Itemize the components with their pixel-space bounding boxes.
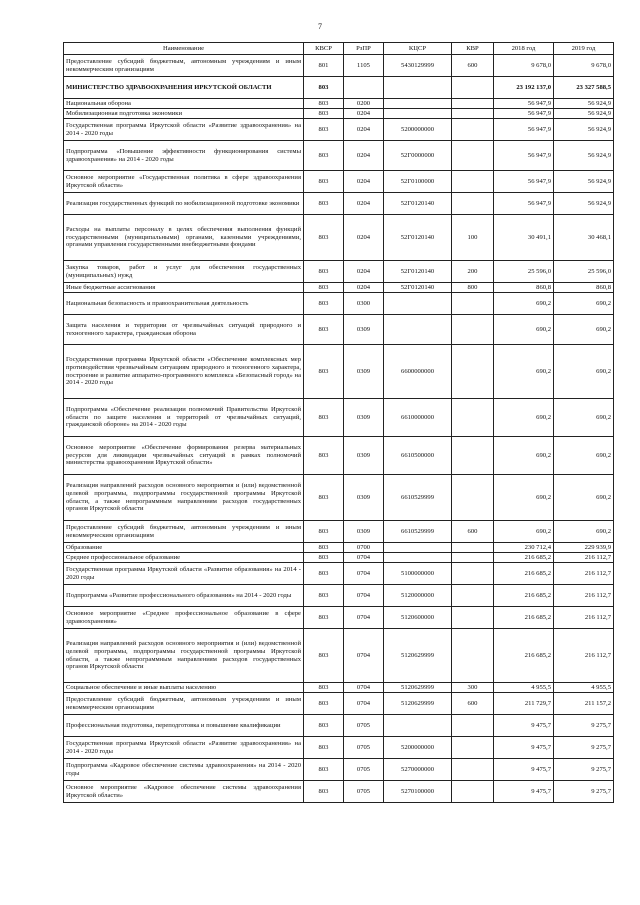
cell-rzpr <box>344 77 384 99</box>
cell-name: Образование <box>64 543 304 553</box>
cell-kcsr <box>384 99 452 109</box>
table-row <box>64 55 614 77</box>
cell-name: Мобилизационная подготовка экономики <box>64 109 304 119</box>
cell-2019: 690,2 <box>554 345 614 399</box>
cell-rzpr: 0204 <box>344 119 384 141</box>
cell-kvsr: 803 <box>304 119 344 141</box>
cell-name: Основное мероприятие «Кадровое обеспечение системы здравоохранения Иркутской области» <box>64 781 304 803</box>
cell-2019: 23 327 588,5 <box>554 77 614 99</box>
cell-2018: 56 947,9 <box>494 193 554 215</box>
cell-2018: 690,2 <box>494 399 554 437</box>
cell-2018: 216 685,2 <box>494 585 554 607</box>
cell-name: Подпрограмма «Обеспечение реализации полномочий Правительства Иркутской области по защите населения и территорий от чрезвычайных ситуаций, гражданской обороне» на 2014 - 2020 годы <box>64 399 304 437</box>
cell-kvsr: 803 <box>304 345 344 399</box>
cell-kvr <box>452 193 494 215</box>
table-row <box>64 543 614 553</box>
table-row <box>64 171 614 193</box>
cell-kvr: 600 <box>452 693 494 715</box>
cell-kcsr: 6610529999 <box>384 521 452 543</box>
cell-kcsr: 6610529999 <box>384 475 452 521</box>
table-row <box>64 141 614 171</box>
cell-2019: 690,2 <box>554 475 614 521</box>
table-row <box>64 283 614 293</box>
cell-2018: 9 475,7 <box>494 737 554 759</box>
cell-rzpr: 0309 <box>344 521 384 543</box>
cell-kcsr: 5120629999 <box>384 629 452 683</box>
cell-rzpr: 0700 <box>344 543 384 553</box>
page-number: 7 <box>318 22 322 31</box>
cell-rzpr: 0200 <box>344 99 384 109</box>
header-name: Наименование <box>64 43 304 55</box>
cell-kvr: 200 <box>452 261 494 283</box>
cell-kvsr: 803 <box>304 715 344 737</box>
cell-2019: 56 924,9 <box>554 171 614 193</box>
cell-kvsr: 803 <box>304 399 344 437</box>
cell-2018: 30 491,1 <box>494 215 554 261</box>
table-row <box>64 715 614 737</box>
cell-kvsr: 803 <box>304 141 344 171</box>
cell-name: Реализация направлений расходов основного мероприятия и (или) ведомственной целевой программы, подпрограммы государственной программы Иркутской области, а также непрограммным направлениям расходов государственных органов Иркутской области <box>64 629 304 683</box>
cell-kcsr: 52Г0120140 <box>384 193 452 215</box>
table-row <box>64 693 614 715</box>
cell-kvsr: 803 <box>304 585 344 607</box>
cell-kcsr <box>384 543 452 553</box>
cell-kcsr: 6610000000 <box>384 399 452 437</box>
cell-kvr <box>452 399 494 437</box>
cell-kvr <box>452 99 494 109</box>
cell-kvr <box>452 629 494 683</box>
cell-2018: 211 729,7 <box>494 693 554 715</box>
cell-kcsr: 6610500000 <box>384 437 452 475</box>
cell-name: Защита населения и территории от чрезвычайных ситуаций природного и техногенного характера, гражданская оборона <box>64 315 304 345</box>
cell-kcsr: 6600000000 <box>384 345 452 399</box>
cell-name: Государственная программа Иркутской области «Развитие образования» на 2014 - 2020 годы <box>64 563 304 585</box>
cell-2018: 216 685,2 <box>494 553 554 563</box>
table-row <box>64 521 614 543</box>
cell-2019: 9 275,7 <box>554 737 614 759</box>
cell-2019: 690,2 <box>554 399 614 437</box>
cell-kvsr: 803 <box>304 543 344 553</box>
cell-2019: 216 112,7 <box>554 563 614 585</box>
cell-2019: 690,2 <box>554 521 614 543</box>
cell-kvsr: 803 <box>304 171 344 193</box>
cell-2019: 216 112,7 <box>554 553 614 563</box>
cell-name: Иные бюджетные ассигнования <box>64 283 304 293</box>
table-row <box>64 293 614 315</box>
cell-2019: 216 112,7 <box>554 585 614 607</box>
cell-rzpr: 0309 <box>344 315 384 345</box>
cell-rzpr: 0204 <box>344 141 384 171</box>
cell-rzpr: 0704 <box>344 563 384 585</box>
cell-kvsr: 803 <box>304 693 344 715</box>
cell-kvsr: 801 <box>304 55 344 77</box>
cell-name: Предоставление субсидий бюджетным, автономным учреждениям и иным некоммерческим организациям <box>64 693 304 715</box>
cell-rzpr: 0204 <box>344 261 384 283</box>
cell-2018: 690,2 <box>494 521 554 543</box>
cell-name: Основное мероприятие «Обеспечение формирования резерва материальных ресурсов для ликвидации чрезвычайных ситуаций в рамках полномочий министерства здравоохранения Иркутской области» <box>64 437 304 475</box>
cell-kvr <box>452 475 494 521</box>
cell-rzpr: 0204 <box>344 109 384 119</box>
cell-2019: 216 112,7 <box>554 629 614 683</box>
cell-kvr <box>452 119 494 141</box>
cell-name: Подпрограмма «Кадровое обеспечение системы здравоохранения» на 2014 - 2020 годы <box>64 759 304 781</box>
table-row <box>64 437 614 475</box>
cell-kvr: 600 <box>452 55 494 77</box>
table-row <box>64 781 614 803</box>
cell-kvsr: 803 <box>304 293 344 315</box>
cell-2019: 25 596,0 <box>554 261 614 283</box>
cell-rzpr: 0309 <box>344 437 384 475</box>
cell-name: Закупка товаров, работ и услуг для обеспечения государственных (муниципальных) нужд <box>64 261 304 283</box>
cell-name: Государственная программа Иркутской области «Развитие здравоохранения» на 2014 - 2020 годы <box>64 119 304 141</box>
cell-2018: 56 947,9 <box>494 141 554 171</box>
cell-2019: 56 924,9 <box>554 119 614 141</box>
cell-rzpr: 0705 <box>344 759 384 781</box>
cell-name: Профессиональная подготовка, переподготовка и повышение квалификации <box>64 715 304 737</box>
cell-2018: 690,2 <box>494 345 554 399</box>
cell-name: Государственная программа Иркутской области «Обеспечение комплексных мер противодействия чрезвычайным ситуациям природного и техногенного характера, построение и развитие аппаратно-программного комплекса «Безопасный город» на 2014 - 2020 годы <box>64 345 304 399</box>
cell-rzpr: 0704 <box>344 693 384 715</box>
header-kvr: КВР <box>452 43 494 55</box>
cell-rzpr: 0309 <box>344 475 384 521</box>
cell-rzpr: 1105 <box>344 55 384 77</box>
cell-2018: 9 475,7 <box>494 759 554 781</box>
table-row <box>64 315 614 345</box>
cell-kcsr: 52Г0120140 <box>384 215 452 261</box>
cell-kvr <box>452 553 494 563</box>
cell-2019: 4 955,5 <box>554 683 614 693</box>
cell-name: Подпрограмма «Развитие профессионального образования» на 2014 - 2020 годы <box>64 585 304 607</box>
cell-2019: 690,2 <box>554 437 614 475</box>
cell-kvr: 100 <box>452 215 494 261</box>
cell-kvsr: 803 <box>304 99 344 109</box>
cell-kvsr: 803 <box>304 607 344 629</box>
cell-2018: 56 947,9 <box>494 109 554 119</box>
cell-kvsr: 803 <box>304 315 344 345</box>
table-row <box>64 629 614 683</box>
cell-rzpr: 0204 <box>344 283 384 293</box>
cell-kvsr: 803 <box>304 781 344 803</box>
table-row <box>64 585 614 607</box>
cell-rzpr: 0705 <box>344 715 384 737</box>
cell-rzpr: 0704 <box>344 607 384 629</box>
header-kvsr: КВСР <box>304 43 344 55</box>
cell-rzpr: 0704 <box>344 553 384 563</box>
cell-kcsr: 52Г0000000 <box>384 141 452 171</box>
cell-2019: 690,2 <box>554 315 614 345</box>
cell-2018: 25 596,0 <box>494 261 554 283</box>
cell-2018: 9 475,7 <box>494 715 554 737</box>
cell-kvsr: 803 <box>304 629 344 683</box>
cell-name: Национальная безопасность и правоохранительная деятельность <box>64 293 304 315</box>
cell-kvr <box>452 77 494 99</box>
cell-kvsr: 803 <box>304 437 344 475</box>
cell-rzpr: 0300 <box>344 293 384 315</box>
cell-kvr <box>452 171 494 193</box>
table-row <box>64 109 614 119</box>
cell-2019: 216 112,7 <box>554 607 614 629</box>
cell-kvr <box>452 563 494 585</box>
cell-kcsr <box>384 109 452 119</box>
cell-kvsr: 803 <box>304 553 344 563</box>
table-row <box>64 607 614 629</box>
cell-rzpr: 0704 <box>344 683 384 693</box>
cell-rzpr: 0309 <box>344 345 384 399</box>
cell-kvr <box>452 345 494 399</box>
cell-2019: 229 939,9 <box>554 543 614 553</box>
cell-2019: 9 275,7 <box>554 759 614 781</box>
cell-kcsr: 5120000000 <box>384 585 452 607</box>
cell-kvsr: 803 <box>304 261 344 283</box>
cell-rzpr: 0204 <box>344 171 384 193</box>
cell-rzpr: 0309 <box>344 399 384 437</box>
cell-name: Реализация направлений расходов основного мероприятия и (или) ведомственной целевой программы, подпрограммы государственной программы Иркутской области, а также непрограммным направлениям расходов государственных органов Иркутской области <box>64 475 304 521</box>
cell-2019: 860,8 <box>554 283 614 293</box>
cell-kvsr: 803 <box>304 759 344 781</box>
cell-kcsr: 5200000000 <box>384 737 452 759</box>
cell-kvr <box>452 715 494 737</box>
cell-name: Предоставление субсидий бюджетным, автономным учреждениям и иным некоммерческим организациям <box>64 55 304 77</box>
cell-name: Среднее профессиональное образование <box>64 553 304 563</box>
cell-kvsr: 803 <box>304 563 344 585</box>
table-header-row <box>64 43 614 55</box>
cell-kcsr: 52Г0120140 <box>384 283 452 293</box>
header-2018: 2018 год <box>494 43 554 55</box>
cell-name: Национальная оборона <box>64 99 304 109</box>
cell-2018: 690,2 <box>494 315 554 345</box>
cell-name: Расходы на выплаты персоналу в целях обеспечения выполнения функций государственными (муниципальными) органами, казенными учреждениями, органами управления государственными внебюджетными фондами <box>64 215 304 261</box>
cell-kcsr: 5120629999 <box>384 683 452 693</box>
cell-kvr <box>452 543 494 553</box>
cell-2018: 9 678,0 <box>494 55 554 77</box>
cell-2018: 9 475,7 <box>494 781 554 803</box>
header-2019: 2019 год <box>554 43 614 55</box>
cell-name: Реализация государственных функций по мобилизационной подготовке экономики <box>64 193 304 215</box>
table-row <box>64 475 614 521</box>
cell-2019: 9 275,7 <box>554 781 614 803</box>
cell-kcsr: 5120600000 <box>384 607 452 629</box>
cell-2018: 23 192 137,0 <box>494 77 554 99</box>
cell-kvsr: 803 <box>304 109 344 119</box>
table-row <box>64 683 614 693</box>
cell-2018: 216 685,2 <box>494 563 554 585</box>
cell-kvr <box>452 141 494 171</box>
cell-kcsr: 52Г0100000 <box>384 171 452 193</box>
table-row <box>64 99 614 109</box>
cell-2018: 216 685,2 <box>494 629 554 683</box>
cell-kvr: 600 <box>452 521 494 543</box>
cell-2019: 9 678,0 <box>554 55 614 77</box>
cell-kcsr: 5430129999 <box>384 55 452 77</box>
cell-2019: 30 468,1 <box>554 215 614 261</box>
table-row <box>64 345 614 399</box>
cell-2018: 56 947,9 <box>494 99 554 109</box>
cell-name: Основное мероприятие «Среднее профессиональное образование в сфере здравоохранения» <box>64 607 304 629</box>
table-row <box>64 215 614 261</box>
cell-rzpr: 0704 <box>344 629 384 683</box>
cell-kcsr: 5120629999 <box>384 693 452 715</box>
cell-kvsr: 803 <box>304 475 344 521</box>
cell-name: Социальное обеспечение и иные выплаты населению <box>64 683 304 693</box>
table-row <box>64 737 614 759</box>
cell-kvsr: 803 <box>304 521 344 543</box>
table-row <box>64 553 614 563</box>
cell-kvr <box>452 759 494 781</box>
cell-2018: 690,2 <box>494 475 554 521</box>
cell-rzpr: 0204 <box>344 193 384 215</box>
cell-2018: 56 947,9 <box>494 119 554 141</box>
cell-kcsr <box>384 293 452 315</box>
cell-kcsr <box>384 553 452 563</box>
cell-kvsr: 803 <box>304 283 344 293</box>
cell-kvr <box>452 781 494 803</box>
cell-name: Подпрограмма «Повышение эффективности функционирования системы здравоохранения» на 2014 - 2020 годы <box>64 141 304 171</box>
cell-kvsr: 803 <box>304 193 344 215</box>
table-row <box>64 399 614 437</box>
cell-kvr <box>452 315 494 345</box>
budget-table <box>63 42 614 803</box>
cell-2019: 211 157,2 <box>554 693 614 715</box>
cell-kcsr: 5100000000 <box>384 563 452 585</box>
cell-kvsr: 803 <box>304 77 344 99</box>
cell-kvsr: 803 <box>304 683 344 693</box>
cell-2019: 690,2 <box>554 293 614 315</box>
cell-kcsr: 52Г0120140 <box>384 261 452 283</box>
table-row <box>64 193 614 215</box>
cell-kcsr: 5270000000 <box>384 759 452 781</box>
table-row <box>64 563 614 585</box>
cell-kvr <box>452 607 494 629</box>
cell-name: Основное мероприятие «Государственная политика в сфере здравоохранения Иркутской области» <box>64 171 304 193</box>
cell-2019: 56 924,9 <box>554 193 614 215</box>
cell-rzpr: 0204 <box>344 215 384 261</box>
cell-2018: 690,2 <box>494 293 554 315</box>
table-row <box>64 119 614 141</box>
cell-2018: 56 947,9 <box>494 171 554 193</box>
cell-2018: 230 712,4 <box>494 543 554 553</box>
cell-kvr <box>452 109 494 119</box>
cell-name: Предоставление субсидий бюджетным, автономным учреждениям и иным некоммерческим организациям <box>64 521 304 543</box>
cell-2018: 860,8 <box>494 283 554 293</box>
table-row <box>64 759 614 781</box>
cell-kcsr <box>384 77 452 99</box>
header-kcsr: КЦСР <box>384 43 452 55</box>
cell-name: Государственная программа Иркутской области «Развитие здравоохранения» на 2014 - 2020 годы <box>64 737 304 759</box>
cell-kcsr <box>384 315 452 345</box>
cell-2018: 4 955,5 <box>494 683 554 693</box>
cell-2019: 9 275,7 <box>554 715 614 737</box>
cell-kvr: 800 <box>452 283 494 293</box>
cell-2018: 216 685,2 <box>494 607 554 629</box>
cell-name: МИНИСТЕРСТВО ЗДРАВООХРАНЕНИЯ ИРКУТСКОЙ ОБЛАСТИ <box>64 77 304 99</box>
cell-kvr <box>452 437 494 475</box>
cell-kvr <box>452 293 494 315</box>
cell-kvsr: 803 <box>304 215 344 261</box>
cell-2019: 56 924,9 <box>554 109 614 119</box>
cell-kcsr <box>384 715 452 737</box>
cell-kcsr: 5270100000 <box>384 781 452 803</box>
cell-kcsr: 5200000000 <box>384 119 452 141</box>
cell-2019: 56 924,9 <box>554 99 614 109</box>
cell-kvr: 300 <box>452 683 494 693</box>
cell-kvsr: 803 <box>304 737 344 759</box>
cell-rzpr: 0704 <box>344 585 384 607</box>
header-rzpr: РзПР <box>344 43 384 55</box>
cell-rzpr: 0705 <box>344 781 384 803</box>
cell-kvr <box>452 585 494 607</box>
table-row <box>64 77 614 99</box>
cell-2019: 56 924,9 <box>554 141 614 171</box>
cell-rzpr: 0705 <box>344 737 384 759</box>
cell-2018: 690,2 <box>494 437 554 475</box>
cell-kvr <box>452 737 494 759</box>
table-row <box>64 261 614 283</box>
